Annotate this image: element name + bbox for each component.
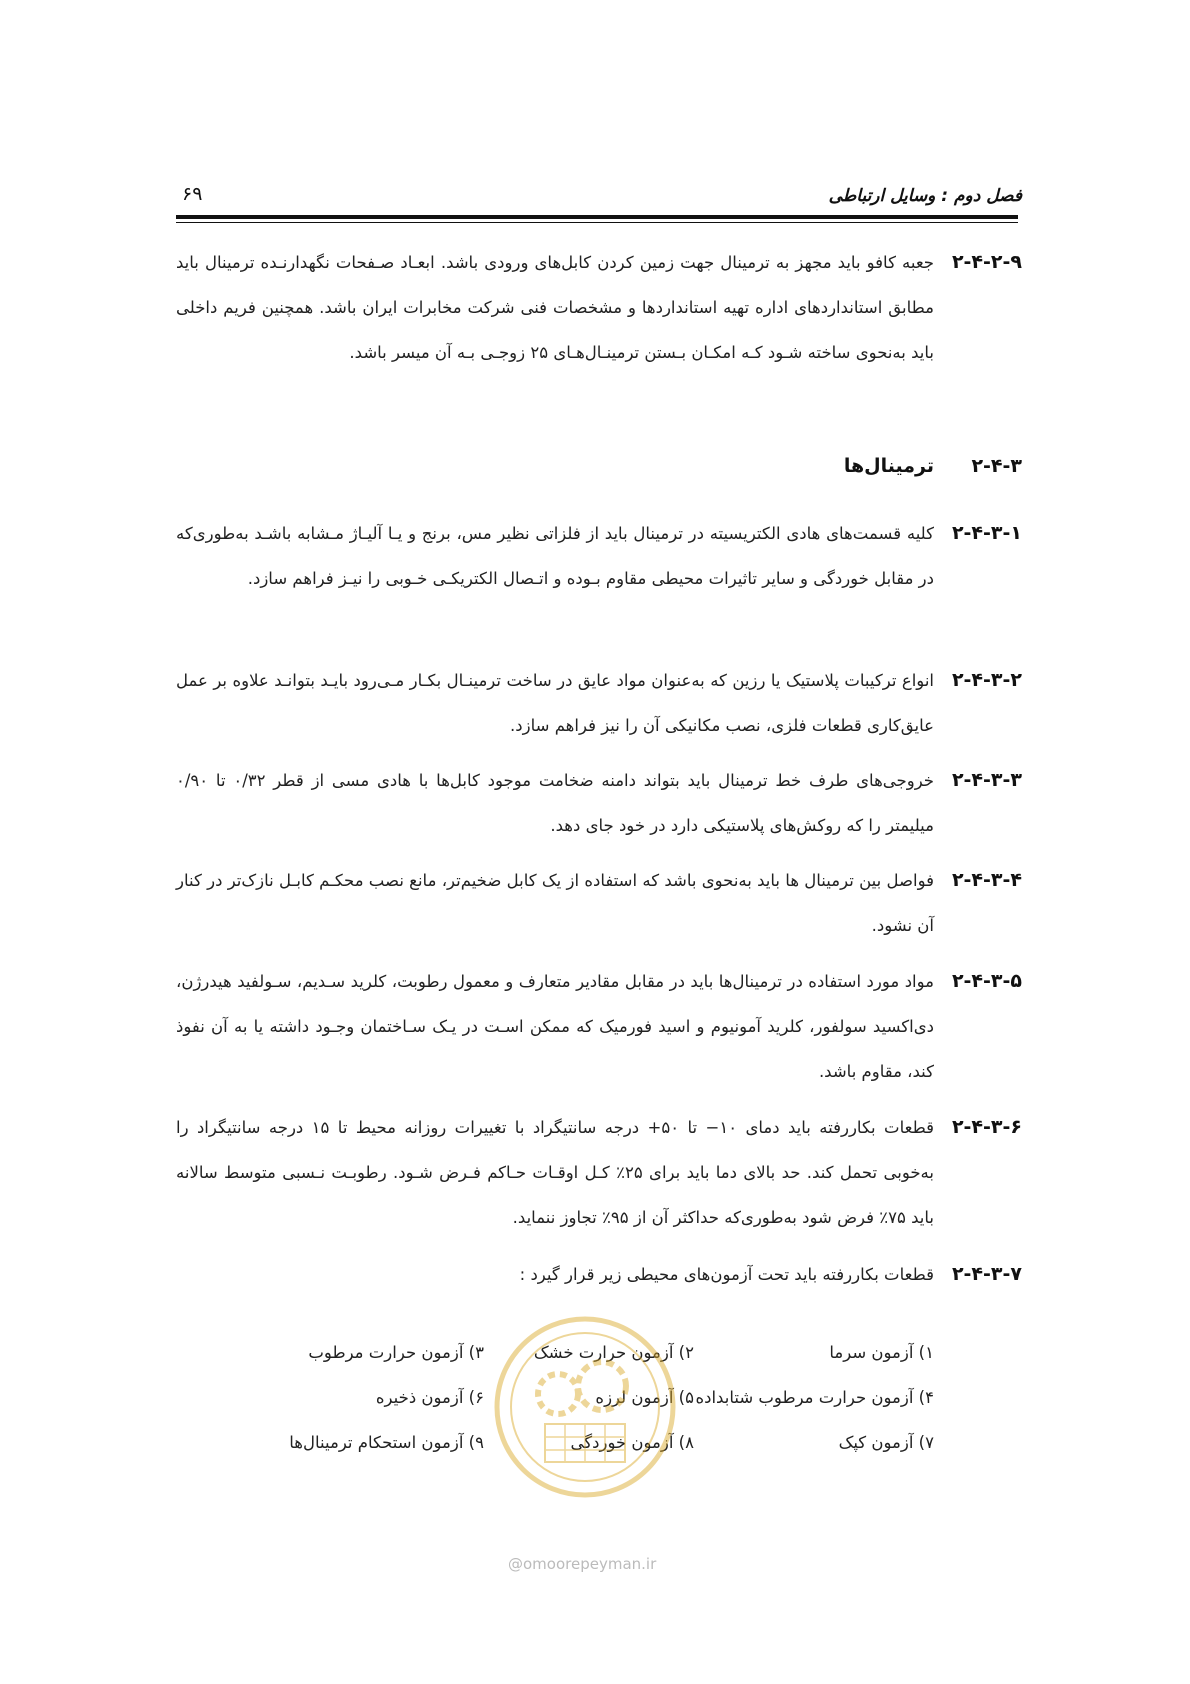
test-item: ۳) آزمون حرارت مرطوب [308,1343,484,1362]
clause-text: انواع ترکیبات پلاستیک یا رزین که به‌عنوان مواد عایق در ساخت ترمینـال بکـار مـی‌رود بایـد بتوانـد علاوه بر عمل عایق‌کاری قطعات فلزی، نصب مکانیکی آن را نیز فراهم سازد. [176,671,934,735]
test-item: ۸) آزمون خوردگی [570,1433,694,1452]
clause-2-4-3-3 [176,758,1022,848]
watermark-seal-icon [490,1312,680,1502]
clause-number: ۲-۴-۳-۴ [951,869,1022,891]
chapter-title: فصل دوم : وسایل ارتباطی [828,186,1022,206]
clause-2-4-3-6 [176,1105,1022,1240]
clause-2-4-2-9 [176,240,1022,375]
clause-text: قطعات بکاررفته باید تحت آزمون‌های محیطی زیر قرار گیرد : [519,1265,934,1284]
test-item: ۱) آزمون سرما [829,1343,934,1362]
clause-number: ۲-۴-۳-۲ [951,669,1022,691]
section-number: ۲-۴-۳ [971,455,1022,477]
header-rule-thick [176,215,1018,219]
test-item: ۹) آزمون استحکام ترمینال‌ها [289,1433,484,1452]
header-rule-thin [176,222,1018,223]
watermark-url: @omoorepeyman.ir [508,1555,657,1573]
clause-2-4-3-5 [176,959,1022,1094]
clause-number: ۲-۴-۳-۵ [951,970,1022,992]
clause-number: ۲-۴-۳-۱ [951,522,1022,544]
clause-text: جعبه کافو باید مجهز به ترمینال جهت زمین کردن کابل‌های ورودی باشد. ابعـاد صـفحات نگهدارنـده ترمینال باید مطابق استانداردهای اداره تهیه استانداردها و مشخصات فنی شرکت مخابرات ایران باشد. همچنین فریم داخلی باید به‌نحوی ساخته شـود کـه امکـان بـستن ترمینـال‌هـای ۲۵ زوجـی بـه آن میسر باشد. [176,253,934,362]
section-title: ترمینال‌ها [843,455,934,477]
clause-text: مواد مورد استفاده در ترمینال‌ها باید در مقابل مقادیر متعارف و معمول رطوبت، کلرید سـدیم، سـولفید هیدرژن، دی‌اکسید سولفور، کلرید آمونیوم و اسید فورمیک که ممکن اسـت در یـک سـاختمان وجـود داشته یا به آن نفوذ کند، مقاوم باشد. [176,972,934,1081]
clause-text: قطعات بکاررفته باید دمای ۱۰− تا ۵۰+ درجه سانتیگراد با تغییرات روزانه محیط تا ۱۵ درجه سانتیگراد را به‌خوبی تحمل کند. حد بالای دما باید برای ۲۵٪ کـل اوقـات حـاکم فـرض شـود. رطوبـت نـسبی متوسط سالانه باید ۷۵٪ فرض شود به‌طوری‌که حداکثر آن از ۹۵٪ تجاوز ننماید. [176,1118,934,1227]
clause-2-4-3-1 [176,511,1022,601]
clause-number: ۲-۴-۳-۷ [951,1263,1022,1285]
page-number: ۶۹ [182,183,203,205]
test-item: ۶) آزمون ذخیره [375,1388,484,1407]
clause-2-4-3-7 [176,1252,1022,1297]
clause-2-4-3-2 [176,658,1022,748]
clause-2-4-3-4 [176,858,1022,948]
clause-text: خروجی‌های طرف خط ترمینال باید بتواند دامنه ضخامت موجود کابل‌ها با هادی مسی از قطر ۰/۳۲ تا ۰/۹۰ میلیمتر را که روکش‌های پلاستیکی دارد در خود جای دهد. [176,771,935,835]
clause-text: کلیه قسمت‌های هادی الکتریسیته در ترمینال باید از فلزاتی نظیر مس، برنج و یـا آلیـاژ مـشابه باشـد به‌طوری‌که در مقابل خوردگی و سایر تاثیرات محیطی مقاوم بـوده و اتـصال الکتریکـی خـوبی را نیـز فراهم سازد. [176,524,934,588]
clause-number: ۲-۴-۳-۶ [951,1116,1022,1138]
test-item: ۷) آزمون کپک [838,1433,934,1452]
clause-number: ۲-۴-۳-۳ [951,769,1022,791]
test-item: ۵) آزمون لرزه [595,1388,694,1407]
test-item: ۴) آزمون حرارت مرطوب شتابداده [695,1388,934,1407]
clause-text: فواصل بین ترمینال ها باید به‌نحوی باشد که استفاده از یک کابل ضخیم‌تر، مانع نصب محکـم کابـل نازک‌تر در کنار آن نشود. [176,871,934,935]
clause-number: ۲-۴-۲-۹ [951,251,1022,273]
test-item: ۲) آزمون حرارت خشک [533,1343,694,1362]
section-heading [844,455,1022,477]
